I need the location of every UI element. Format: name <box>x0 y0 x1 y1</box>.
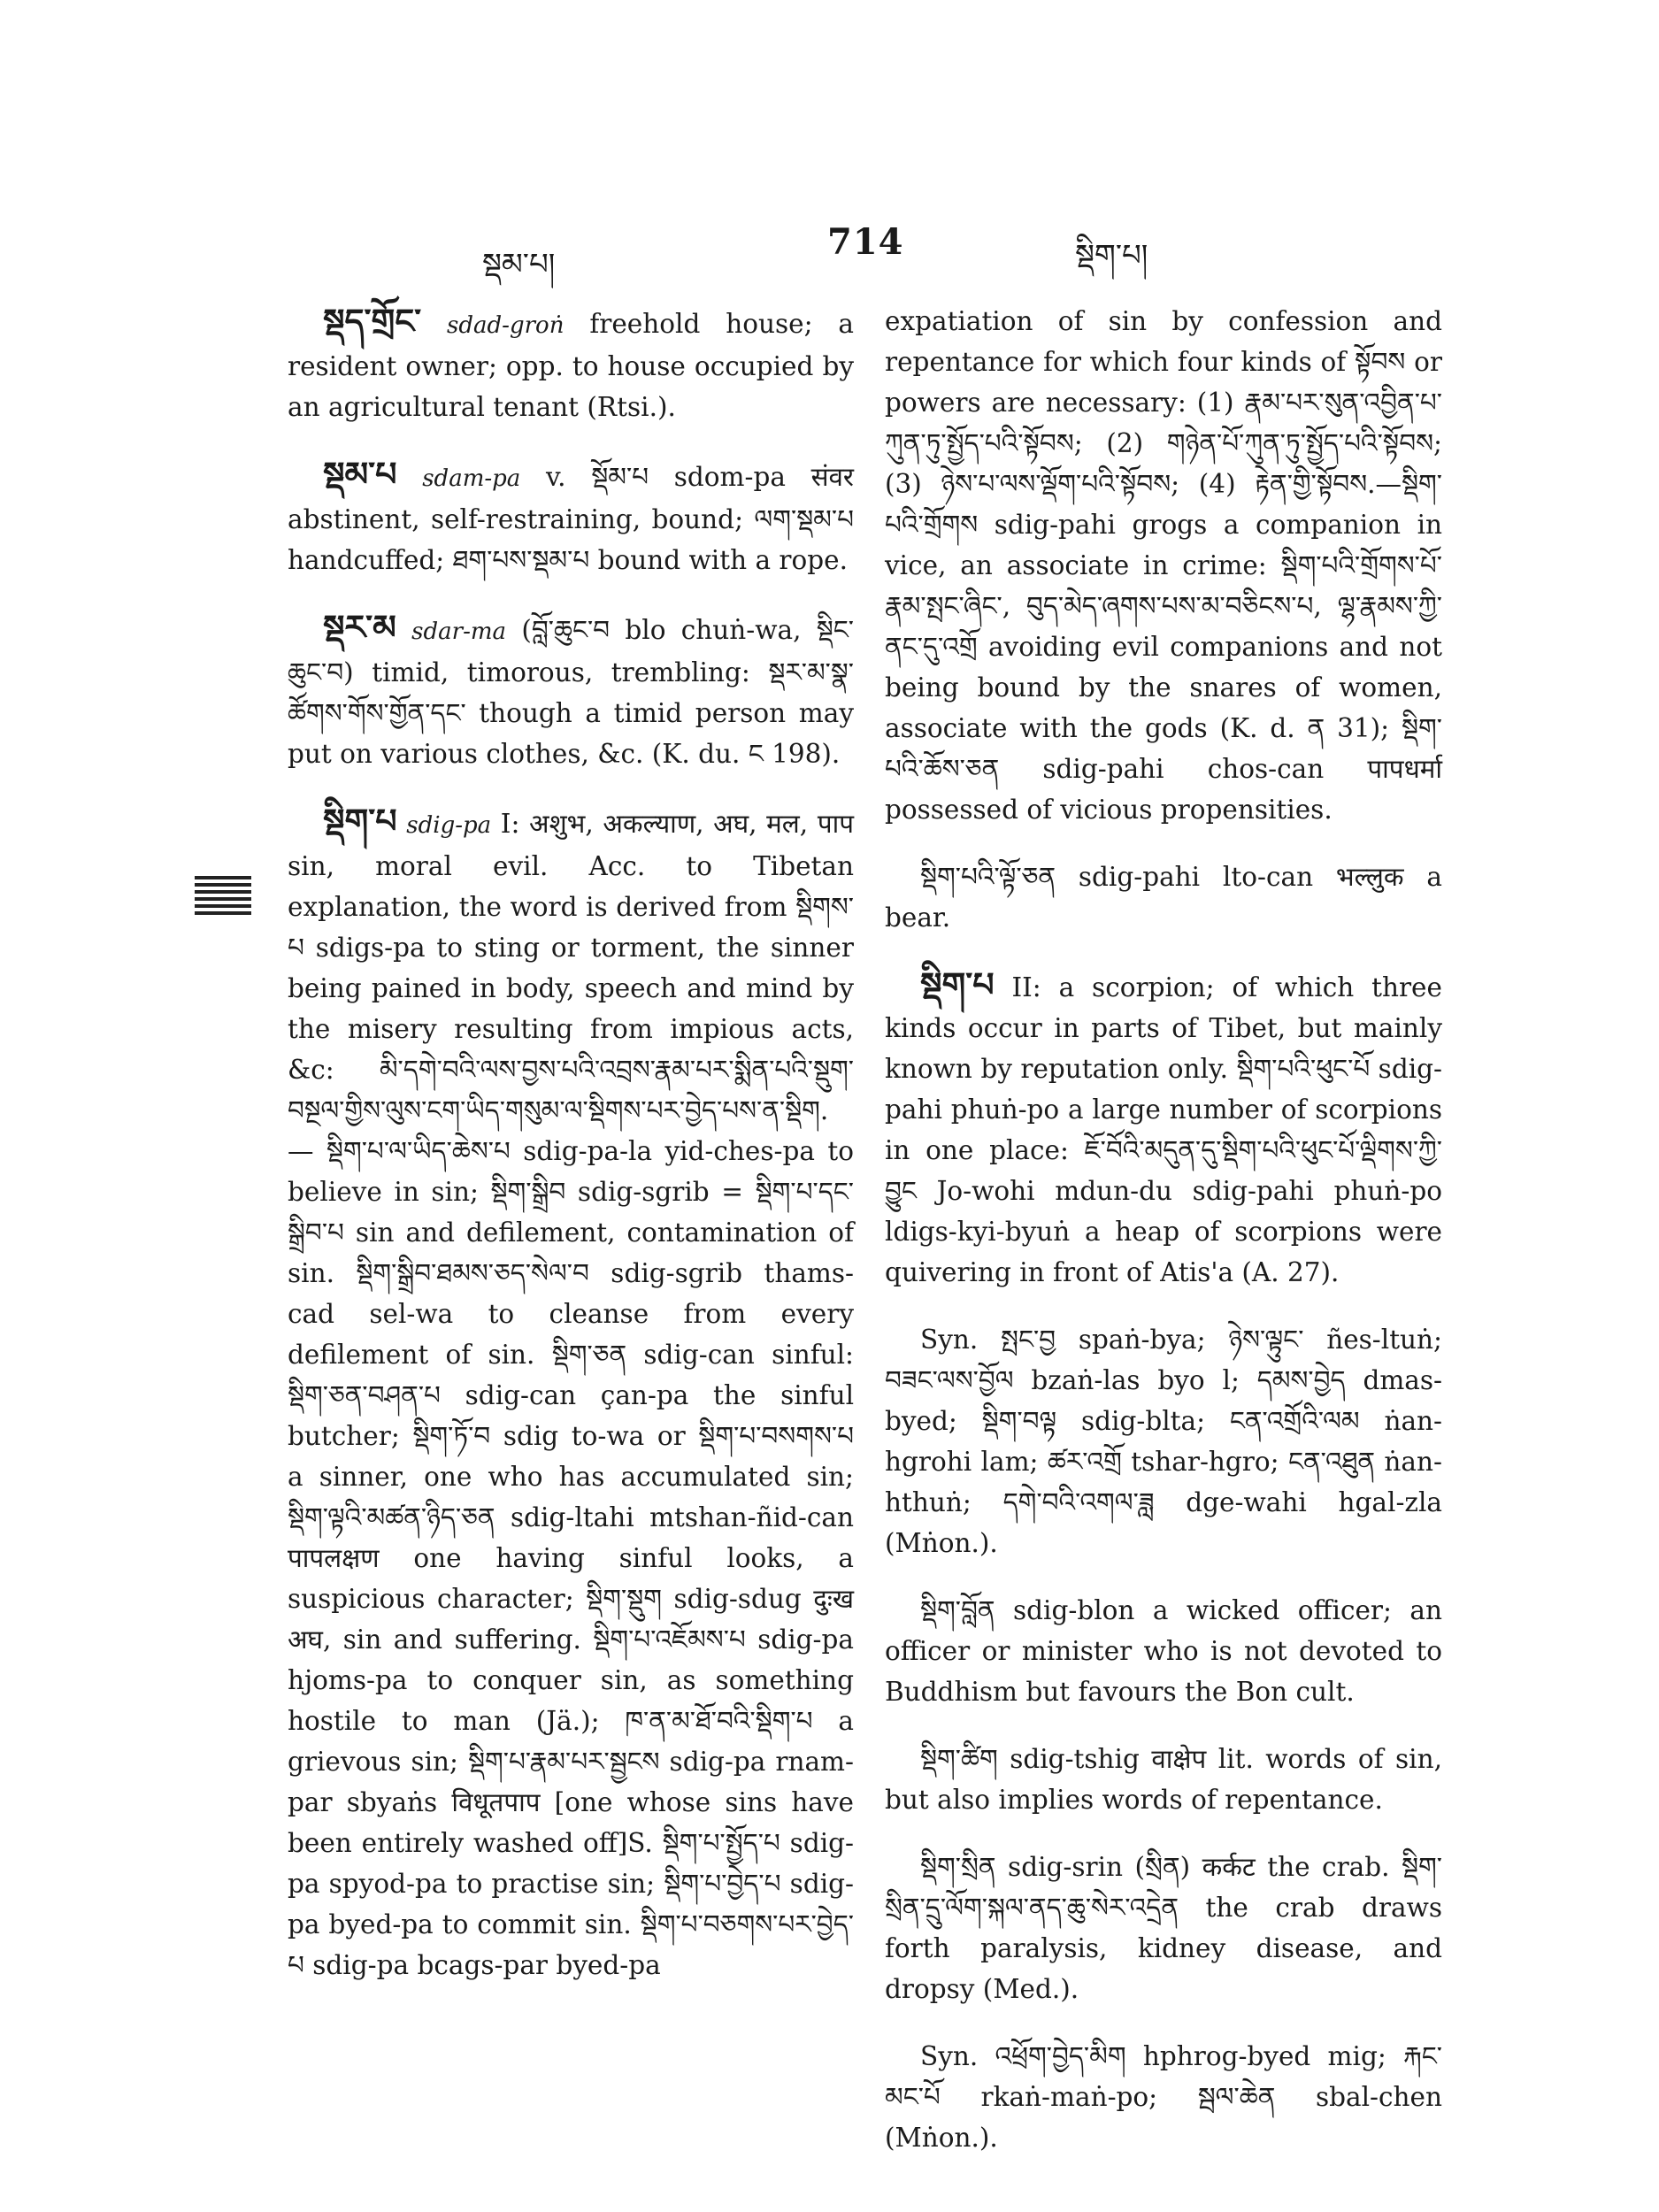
entry-sdig-srin <box>885 1847 1442 2009</box>
entry-sdad-gron <box>288 301 854 427</box>
thumb-index-mark <box>195 876 251 926</box>
left-column <box>288 301 854 2012</box>
page-number: 714 <box>827 221 904 263</box>
entry-sdig-tshig <box>885 1739 1442 1820</box>
entry-sdig-pa-1 <box>288 801 854 1985</box>
entry-definition: expatiation of sin by confession and repentance for which four kinds of སྟོབས or powers are necessary: (1) རྣམ་པར་སུན་འབྱིན་པ་ཀུན་ཏུ་སྤྱོད་པའི་སྟོབས; (2) གཉེན་པོ་ཀུན་ཏུ་སྤྱོད་པའི་སྟོབས; (3) ཉེས་པ་ལས་ལྡོག་པའི་སྟོབས; (4) རྟེན་གྱི་སྟོབས.—སྡིག་པའི་གྲོགས sdig-pahi grogs a companion in vice, an associate in crime: སྡིག་པའི་གྲོགས་པོ་རྣམ་སྤང་ཞིང་, བུད་མེད་ཞགས་པས་མ་བཅིངས་པ, ལྷ་རྣམས་ཀྱི་ནང་དུ་འགྲོ avoiding evil companions and not being bound by the snares of women, associate with the gods (K. d. ན 31); སྡིག་པའི་ཆོས་ཅན sdig-pahi chos-can पापधर्मा possessed of vicious propensities. <box>885 306 1442 825</box>
entry-definition: སྡིག་ཚིག sdig-tshig वाक्षेप lit. words of sin, but also implies words of repentance. <box>885 1744 1442 1815</box>
entry-definition: (བློ་ཆུང་བ blo chuṅ-wa, སྡིང་ཆུང་བ) timid, timorous, trembling: སྡར་མ་སྣ་ཚོགས་གོས་གྱོན་དང་ though a timid person may put on various clothes, &c. (K. du. ང 198). <box>288 615 854 769</box>
entry-headword: སྡར་མ <box>323 607 396 647</box>
entry-transliteration: sdam-pa <box>422 465 521 492</box>
entry-transliteration: sdig-pa <box>406 812 492 839</box>
entry-headword: སྡམ་པ <box>323 454 397 494</box>
entry-definition: Syn. སྤང་བྱ spaṅ-bya; ཉེས་ལྟུང་ ñes-ltuṅ; བཟང་ལས་བྱོལ bzaṅ-las byo l; དམས་བྱེད dmas-byed; སྡིག་བལྟ sdig-blta; ངན་འགྲོའི་ལམ ṅan-hgrohi lam; ཚར་འགྲོ tshar-hgro; ངན་འཐུན ṅan-hthuṅ; དགེ་བའི་འགལ་ཟླ dge-wahi hgal-zla (Mṅon.). <box>885 1325 1442 1558</box>
entry-definition: freehold house; a resident owner; opp. to house occupied by an agricultural tenant (Rtsi.). <box>288 309 854 422</box>
entry-synonyms <box>885 1319 1442 1563</box>
entry-definition: II: a scorpion; of which three kinds occur in parts of Tibet, but mainly known by reputation only. སྡིག་པའི་ཕུང་པོ sdig-pahi phuṅ-po a large number of scorpions in one place: ཇོ་བོའི་མདུན་དུ་སྡིག་པའི་ཕུང་པོ་ལྡིགས་ཀྱི་བྱུང Jo-wohi mdun-du sdig-pahi phuṅ-po ldigs-kyi-byuṅ a heap of scorpions were quivering in front of Atis'a (A. 27). <box>885 972 1442 1287</box>
right-guide-word: སྡིག་པ། <box>1075 238 1148 273</box>
entry-definition: I: अशुभ, अकल्याण, अघ, मल, पाप sin, moral evil. Acc. to Tibetan explanation, the word is derived from སྡིགས་པ sdigs-pa to sting or torment, the sinner being pained in body, speech and mind by the misery resulting from impious acts, &c: མི་དགེ་བའི་ལས་བྱས་པའི་འབྲས་རྣམ་པར་སྨིན་པའི་སྡུག་བསྔལ་གྱིས་ལུས་ངག་ཡིད་གསུམ་ལ་སྡིགས་པར་བྱེད་པས་ན་སྡིག.— སྡིག་པ་ལ་ཡིད་ཆེས་པ sdig-pa-la yid-ches-pa to believe in sin; སྡིག་སྒྲིབ sdig-sgrib = སྡིག་པ་དང་སྒྲིབ་པ sin and defilement, contamination of sin. སྡིག་སྒྲིབ་ཐམས་ཅད་སེལ་བ sdig-sgrib thams-cad sel-wa to cleanse from every defilement of sin. སྡིག་ཅན sdig-can sinful: སྡིག་ཅན་བཤན་པ sdig-can çan-pa the sinful butcher; སྡིག་ཏོ་བ sdig to-wa or སྡིག་པ་བསགས་པ a sinner, one who has accumulated sin; སྡིག་ལྟའི་མཚན་ཉིད་ཅན sdig-ltahi mtshan-ñid-can पापलक्षण one having sinful looks, a suspicious character; སྡིག་སྡུག sdig-sdug दुःख अघ, sin and suffering. སྡིག་པ་འཇོམས་པ sdig-pa hjoms-pa to conquer sin, as something hostile to man (Jä.); ཁ་ན་མ་ཐོ་བའི་སྡིག་པ a grievous sin; སྡིག་པ་རྣམ་པར་སྦྱངས sdig-pa rnam-par sbyaṅs विधूतपाप [one whose sins have been entirely washed off]S. སྡིག་པ་སྤྱོད་པ sdig-pa spyod-pa to practise sin; སྡིག་པ་བྱེད་པ sdig-pa byed-pa to commit sin. སྡིག་པ་བཅགས་པར་བྱེད་པ sdig-pa bcags-par byed-pa <box>288 809 854 1980</box>
entry-definition: སྡིག་པའི་ལྟོ་ཅན sdig-pahi lto-can भल्लुक a bear. <box>885 862 1442 933</box>
entry-headword: སྡིག་པ <box>323 801 397 841</box>
entry-headword: སྡིག་པ <box>920 964 995 1004</box>
entry-sdar-ma <box>288 607 854 774</box>
left-guide-word: སྡམ་པ། <box>482 247 556 282</box>
entry-sdig-pahi-lto-can <box>885 856 1442 938</box>
entry-definition: Syn. འཕྲོག་བྱེད་མིག hphrog-byed mig; རྐང་མང་པོ rkaṅ-maṅ-po; སྦལ་ཆེན sbal-chen (Mṅon.). <box>885 2041 1442 2153</box>
entry-sdam-pa <box>288 454 854 580</box>
entry-definition: སྡིག་སྲིན sdig-srin (སྲིན) कर्कट the crab. སྡིག་སྲིན་དྲུ་ལོག་སྐལ་ནད་ཆུ་སེར་འདྲེན the crab draws forth paralysis, kidney disease, and dropsy (Med.). <box>885 1852 1442 2004</box>
right-column <box>885 301 1442 2185</box>
entry-definition: སྡིག་བློན sdig-blon a wicked officer; an officer or minister who is not devoted to Buddhism but favours the Bon cult. <box>885 1595 1442 1707</box>
entry-sdig-blon <box>885 1590 1442 1712</box>
entry-definition: v. སྡོམ་པ sdom-pa संवर abstinent, self-restraining, bound; ལག་སྡམ་པ handcuffed; ཐག་པས་སྡམ་པ bound with a rope. <box>288 462 854 575</box>
entry-crab-synonyms <box>885 2036 1442 2158</box>
entry-continuation <box>885 301 1442 830</box>
entry-sdig-pa-2 <box>885 964 1442 1293</box>
page-header <box>0 221 1659 282</box>
entry-transliteration: sdad-groṅ <box>447 312 565 339</box>
entry-headword: སྡད་གྲོང་ <box>323 301 422 341</box>
entry-transliteration: sdar-ma <box>411 618 507 645</box>
